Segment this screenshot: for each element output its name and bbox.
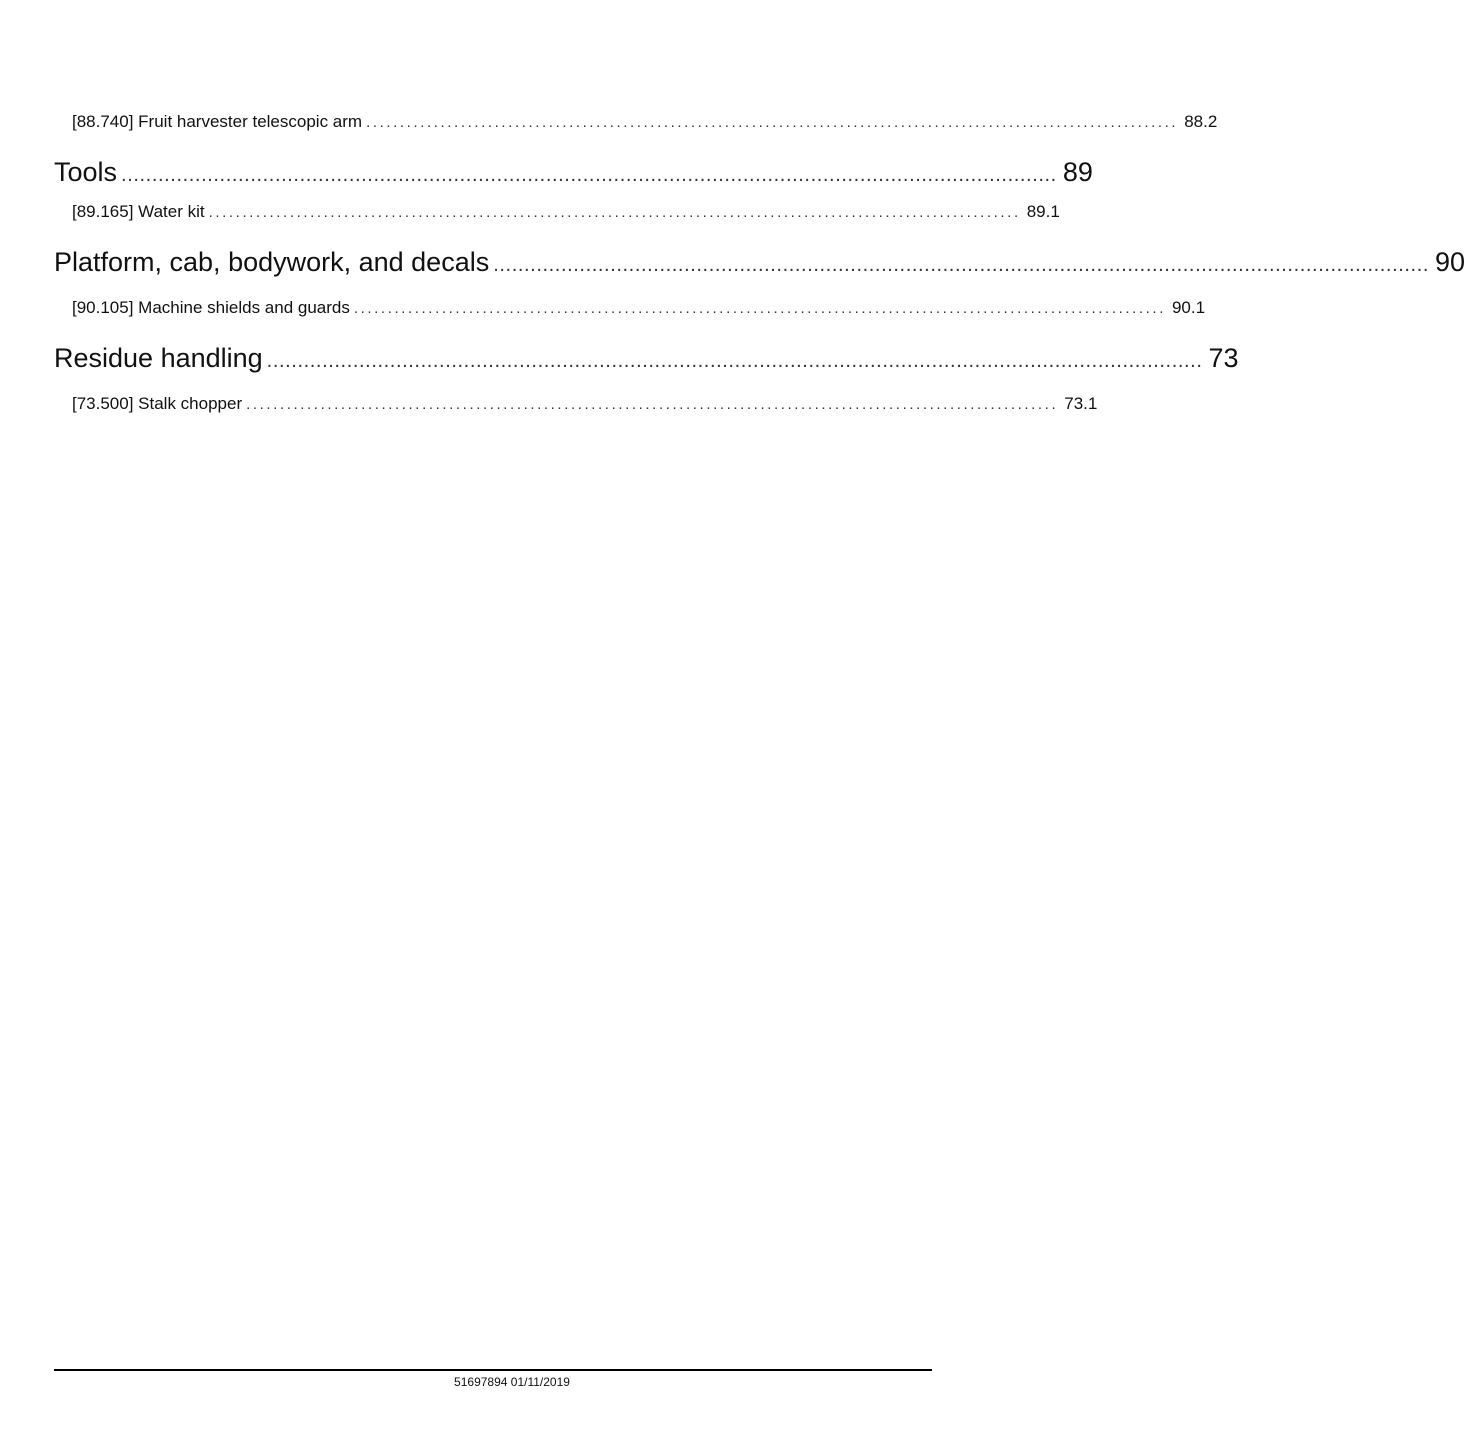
dot-leader: ........................................................................................................................ <box>246 396 1059 413</box>
toc-chapter-page: 73 <box>1208 343 1239 373</box>
toc-chapter-page: 89 <box>1062 157 1093 187</box>
dot-leader: ........................................................................................................................................................ <box>493 254 1430 276</box>
toc-entry-90-105[interactable] <box>54 298 1206 318</box>
dot-leader: ........................................................................................................................ <box>366 114 1179 131</box>
toc-entry-page: 88.2 <box>1184 112 1218 131</box>
dot-leader: ........................................................................................................................................................ <box>266 350 1203 372</box>
footer-document-id: 51697894 01/11/2019 <box>454 1375 570 1389</box>
toc-entry-title: [90.105] Machine shields and guards <box>72 298 350 317</box>
toc-entry-88-740[interactable] <box>54 112 1218 132</box>
toc-entry-page: 73.1 <box>1064 394 1098 413</box>
toc-entry-page: 89.1 <box>1026 202 1060 221</box>
toc-entry-73-500[interactable] <box>54 394 1098 414</box>
toc-chapter-title: Tools <box>54 157 118 187</box>
toc-entry-title: [88.740] Fruit harvester telescopic arm <box>72 112 363 131</box>
toc-entry-title: [89.165] Water kit <box>72 202 205 221</box>
toc-chapter-page: 90 <box>1435 247 1465 277</box>
toc-entry-title: [73.500] Stalk chopper <box>72 394 243 413</box>
toc-chapter-title: Residue handling <box>54 343 263 373</box>
toc-chapter-platform-cab[interactable] <box>54 247 1465 278</box>
toc-chapter-tools[interactable] <box>54 157 1093 188</box>
table-of-contents <box>54 0 1465 1448</box>
footer-divider <box>54 1369 932 1371</box>
toc-entry-89-165[interactable] <box>54 202 1060 222</box>
dot-leader: ........................................................................................................................................................ <box>121 164 1057 186</box>
dot-leader: ........................................................................................................................ <box>208 204 1021 221</box>
toc-entry-page: 90.1 <box>1171 298 1206 317</box>
toc-chapter-residue-handling[interactable] <box>54 343 1239 374</box>
dot-leader: ........................................................................................................................ <box>353 300 1166 317</box>
toc-chapter-title: Platform, cab, bodywork, and decals <box>54 247 490 277</box>
